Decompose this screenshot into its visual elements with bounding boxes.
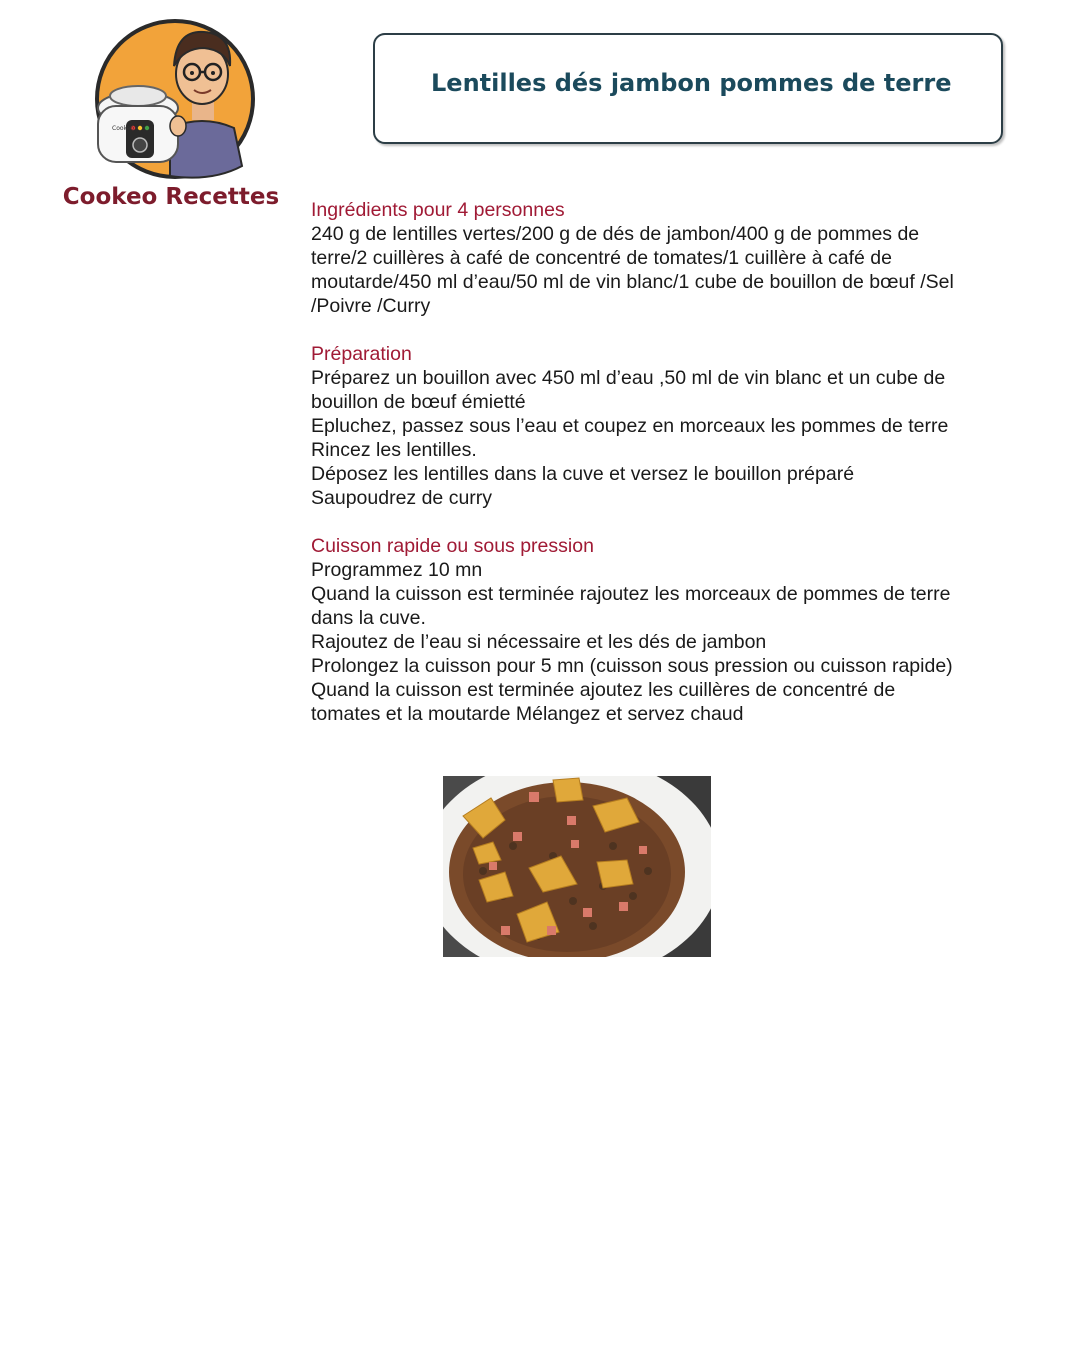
cooking-line: tomates et la moutarde Mélangez et servez chaud: [311, 703, 744, 725]
ingredients-heading: Ingrédients pour 4 personnes: [311, 199, 565, 221]
preparation-line: Préparez un bouillon avec 450 ml d’eau ,50 ml de vin blanc et un cube de: [311, 367, 946, 389]
cooking-line: dans la cuve.: [311, 607, 426, 629]
preparation-section: [311, 342, 1031, 510]
ingredients-line: moutarde/450 ml d’eau/50 ml de vin blanc/1 cube de bouillon de bœuf /Sel: [311, 271, 954, 293]
preparation-line: Déposez les lentilles dans la cuve et versez le bouillon préparé: [311, 463, 855, 485]
cooking-line: Rajoutez de l’eau si nécessaire et les dés de jambon: [311, 631, 767, 653]
preparation-heading: Préparation: [311, 343, 412, 365]
ingredients-line: terre/2 cuillères à café de concentré de tomates/1 cuillère à café de: [311, 247, 892, 269]
cooking-line: Prolongez la cuisson pour 5 mn (cuisson sous pression ou cuisson rapide): [311, 655, 953, 677]
title-box: [373, 33, 1003, 144]
cooking-heading: Cuisson rapide ou sous pression: [311, 535, 594, 557]
ingredients-line: /Poivre /Curry: [311, 295, 431, 317]
recipe-title: Lentilles dés jambon pommes de terre: [431, 69, 952, 97]
preparation-line: Rincez les lentilles.: [311, 439, 477, 461]
cooking-line: Programmez 10 mn: [311, 559, 483, 581]
preparation-line: bouillon de bœuf émietté: [311, 391, 526, 413]
preparation-line: Saupoudrez de curry: [311, 487, 493, 509]
brand-name: Cookeo Recettes: [62, 184, 280, 210]
dish-photo: [443, 776, 711, 957]
cooking-section: [311, 534, 1031, 726]
preparation-line: Epluchez, passez sous l’eau et coupez en morceaux les pommes de terre: [311, 415, 949, 437]
recipe-content: [311, 198, 1031, 750]
cooking-line: Quand la cuisson est terminée ajoutez les cuillères de concentré de: [311, 679, 896, 701]
cookeo-logo: [92, 16, 258, 182]
ingredients-section: [311, 198, 1031, 318]
cooking-line: Quand la cuisson est terminée rajoutez les morceaux de pommes de terre: [311, 583, 951, 605]
logo-pot-label: Cookeo: [112, 125, 135, 132]
ingredients-line: 240 g de lentilles vertes/200 g de dés de jambon/400 g de pommes de: [311, 223, 920, 245]
